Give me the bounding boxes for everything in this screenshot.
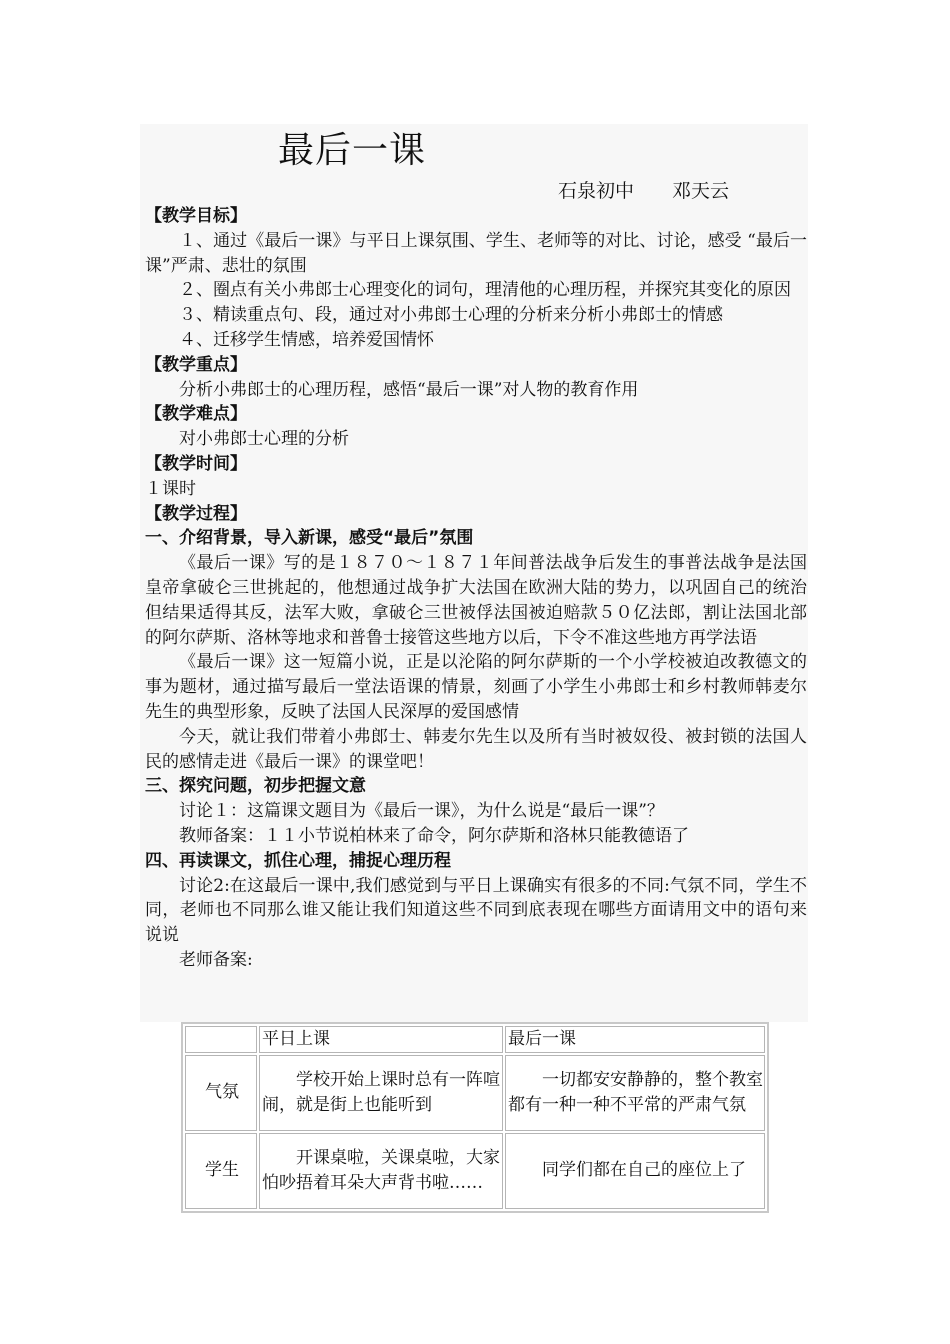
table-cell-text: 一切都安安静静的，整个教室都有一种一种不平常的严肃气氛 [508, 1070, 763, 1115]
paragraph: 讨论１：这篇课文题目为《最后一课》，为什么说是“最后一课”？ [179, 801, 664, 822]
table-cell-text: 同学们都在自己的座位上了 [542, 1160, 746, 1181]
difficulty-heading: 【教学难点】 [145, 404, 247, 425]
paragraph: 教师备案：１１小节说柏林来了命令，阿尔萨斯和洛林只能教德语了 [179, 825, 689, 846]
time-text: １课时 [145, 478, 196, 499]
goal-item: ２、圈点有关小弗郎士心理变化的词句，理清他的心理历程，并探究其变化的原因 [179, 280, 791, 301]
table-cell [259, 1055, 503, 1131]
goal-item: １、通过《最后一课》与平日上课氛围、学生、老师等的对比、讨论，感受 “最后一课”严肃、悲壮的氛围 [145, 230, 807, 276]
section-heading: 一、介绍背景，导入新课，感受“最后”氛围 [145, 528, 474, 549]
document-title: 最后一课 [278, 130, 427, 171]
table-row [185, 1133, 765, 1209]
goals-heading: 【教学目标】 [145, 206, 247, 226]
table-header-cell: 最后一课 [505, 1026, 765, 1053]
goal-item: ３、精读重点句、段，通过对小弗郎士心理的分析来分析小弗郎士的情感 [179, 305, 723, 326]
table-cell-text: 学校开始上课时总有一阵喧闹，就是街上也能听到 [262, 1070, 500, 1115]
table-cell [505, 1055, 765, 1131]
table-cell [259, 1133, 503, 1209]
table-row [185, 1055, 765, 1131]
time-heading: 【教学时间】 [145, 453, 247, 474]
table-header-cell [185, 1026, 257, 1053]
author-line: 石泉初中 邓天云 [558, 180, 730, 202]
comparison-table-wrapper [181, 1022, 769, 1213]
table-cell-text: 开课桌啦，关课桌啦，大家怕吵捂着耳朵大声背书啦…… [262, 1148, 500, 1193]
paragraph: 老师备案: [179, 949, 253, 970]
table-cell [505, 1133, 765, 1209]
comparison-table [181, 1022, 769, 1213]
process-heading: 【教学过程】 [145, 503, 247, 524]
key-point-text: 分析小弗郎士的心理历程，感悟“最后一课”对人物的教育作用 [179, 379, 639, 400]
section-heading: 四、再读课文，抓住心理，捕捉心理历程 [145, 850, 451, 871]
paragraph: 今天，就让我们带着小弗郎士、韩麦尔先生以及所有当时被奴役、被封锁的法国人民的感情走进《最后一课》的课堂吧！ [145, 726, 807, 772]
paragraph: 《最后一课》写的是１８７０～１８７１年间普法战争后发生的事普法战争是法国皇帝拿破仑三世挑起的，他想通过战争扩大法国在欧洲大陆的势力，以巩固自己的统治但结果适得其反，法军大败，拿破仑三世被俘法国被迫赔款５０亿法郎，割让法国北部的阿尔萨斯、洛林等地求和普鲁士接管这些地方以后，下令不准这些地方再学法语 [145, 553, 807, 648]
document-body [145, 124, 807, 973]
table-header-cell: 平日上课 [259, 1026, 503, 1053]
key-point-heading: 【教学重点】 [145, 354, 247, 375]
goal-item: ４、迁移学生情感，培养爱国情怀 [179, 329, 434, 350]
section-heading: 三、探究问题，初步把握文意 [145, 776, 366, 797]
difficulty-text: 对小弗郎士心理的分析 [179, 429, 349, 450]
table-header-row [185, 1026, 765, 1053]
paragraph: 讨论2:在这最后一课中,我们感觉到与平日上课确实有很多的不同:气氛不同，学生不同，老师也不同那么谁又能让我们知道这些不同到底表现在哪些方面请用文中的语句来说说 [145, 875, 807, 946]
table-row-label: 学生 [185, 1133, 257, 1209]
table-row-label: 气氛 [185, 1055, 257, 1131]
paragraph: 《最后一课》这一短篇小说，正是以沦陷的阿尔萨斯的一个小学校被迫改教德文的事为题材，通过描写最后一堂法语课的情景，刻画了小学生小弗郎士和乡村教师韩麦尔先生的典型形象，反映了法国人民深厚的爱国感情 [145, 652, 807, 722]
